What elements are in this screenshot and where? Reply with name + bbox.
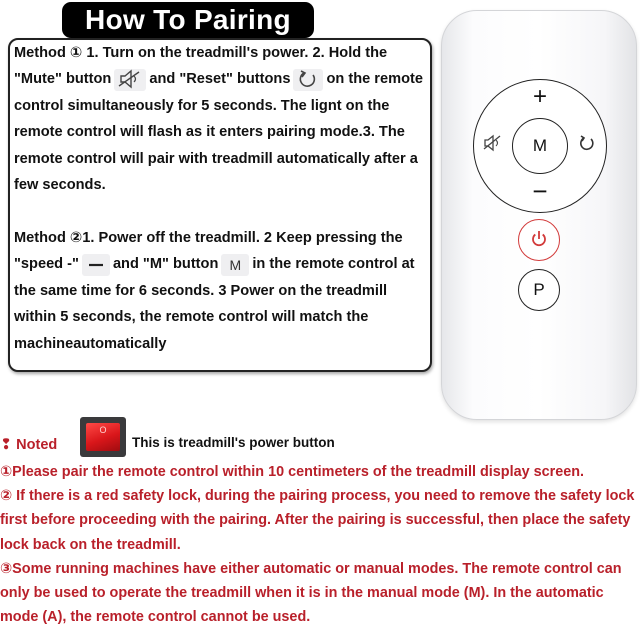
noted-row <box>0 417 640 457</box>
power-switch-face <box>86 423 120 451</box>
remote-control <box>441 10 637 420</box>
mute-button[interactable] <box>482 133 504 158</box>
note-3: ③Some running machines have either automatic or manual modes. The remote control can only be used to operate the treadmill when it is in the manual mode (M). In the automatic mode (A), the remote control cannot be used. <box>0 560 622 626</box>
method-1-text <box>14 40 424 198</box>
power-icon <box>529 229 549 249</box>
notes-list <box>0 460 640 629</box>
power-button[interactable] <box>518 219 560 261</box>
method-2-part-1: Method ②1. Power off the treadmill. 2 Keep pressing the "speed -" <box>14 230 403 273</box>
direction-pad <box>473 79 607 213</box>
power-switch-mark: O <box>99 425 107 435</box>
mute-icon <box>114 69 146 91</box>
reset-icon <box>577 134 597 154</box>
note-1: ①Please pair the remote control within 10 centimeters of the treadmill display screen. <box>0 464 584 480</box>
m-key-icon: M <box>221 254 249 276</box>
speed-plus-button[interactable]: + <box>532 83 547 110</box>
speed-minus-button[interactable]: − <box>532 176 548 206</box>
reset-icon <box>293 69 323 91</box>
power-switch-image <box>80 417 126 457</box>
method-2-part-2: and "M" button <box>112 256 219 273</box>
note-2: ② If there is a red safety lock, during the pairing process, you need to remove the safety lock first before proceeding with the pairing. After the pairing is successful, then place the safety lock back on the treadmill. <box>0 488 635 553</box>
mode-button[interactable]: M <box>512 118 568 174</box>
method-1-part-3: on the remote control simultaneously for 5 seconds. The lignt on the remote control will flash as it enters pairing mode.3. The remote control will pair with treadmill automatically after a few seconds. <box>14 71 423 194</box>
noted-label: ❢ Noted <box>0 437 58 453</box>
program-button[interactable]: P <box>518 269 560 311</box>
method-2-text <box>14 225 424 357</box>
mute-icon <box>482 133 504 153</box>
method-2-part-3: in the remote control at the same time for 6 seconds. 3 Power on the treadmill within 5 seconds, the remote control will match the machineautomatically <box>14 256 415 352</box>
page-title: How To Pairing <box>62 2 314 38</box>
method-1-part-2: and "Reset" buttons <box>149 71 291 88</box>
power-switch-caption: This is treadmill's power button <box>132 435 335 450</box>
reset-button[interactable] <box>577 134 597 159</box>
method-1-part-1: Method ① 1. Turn on the treadmill's power. 2. Hold the "Mute" button <box>14 45 388 88</box>
minus-icon <box>82 254 110 276</box>
